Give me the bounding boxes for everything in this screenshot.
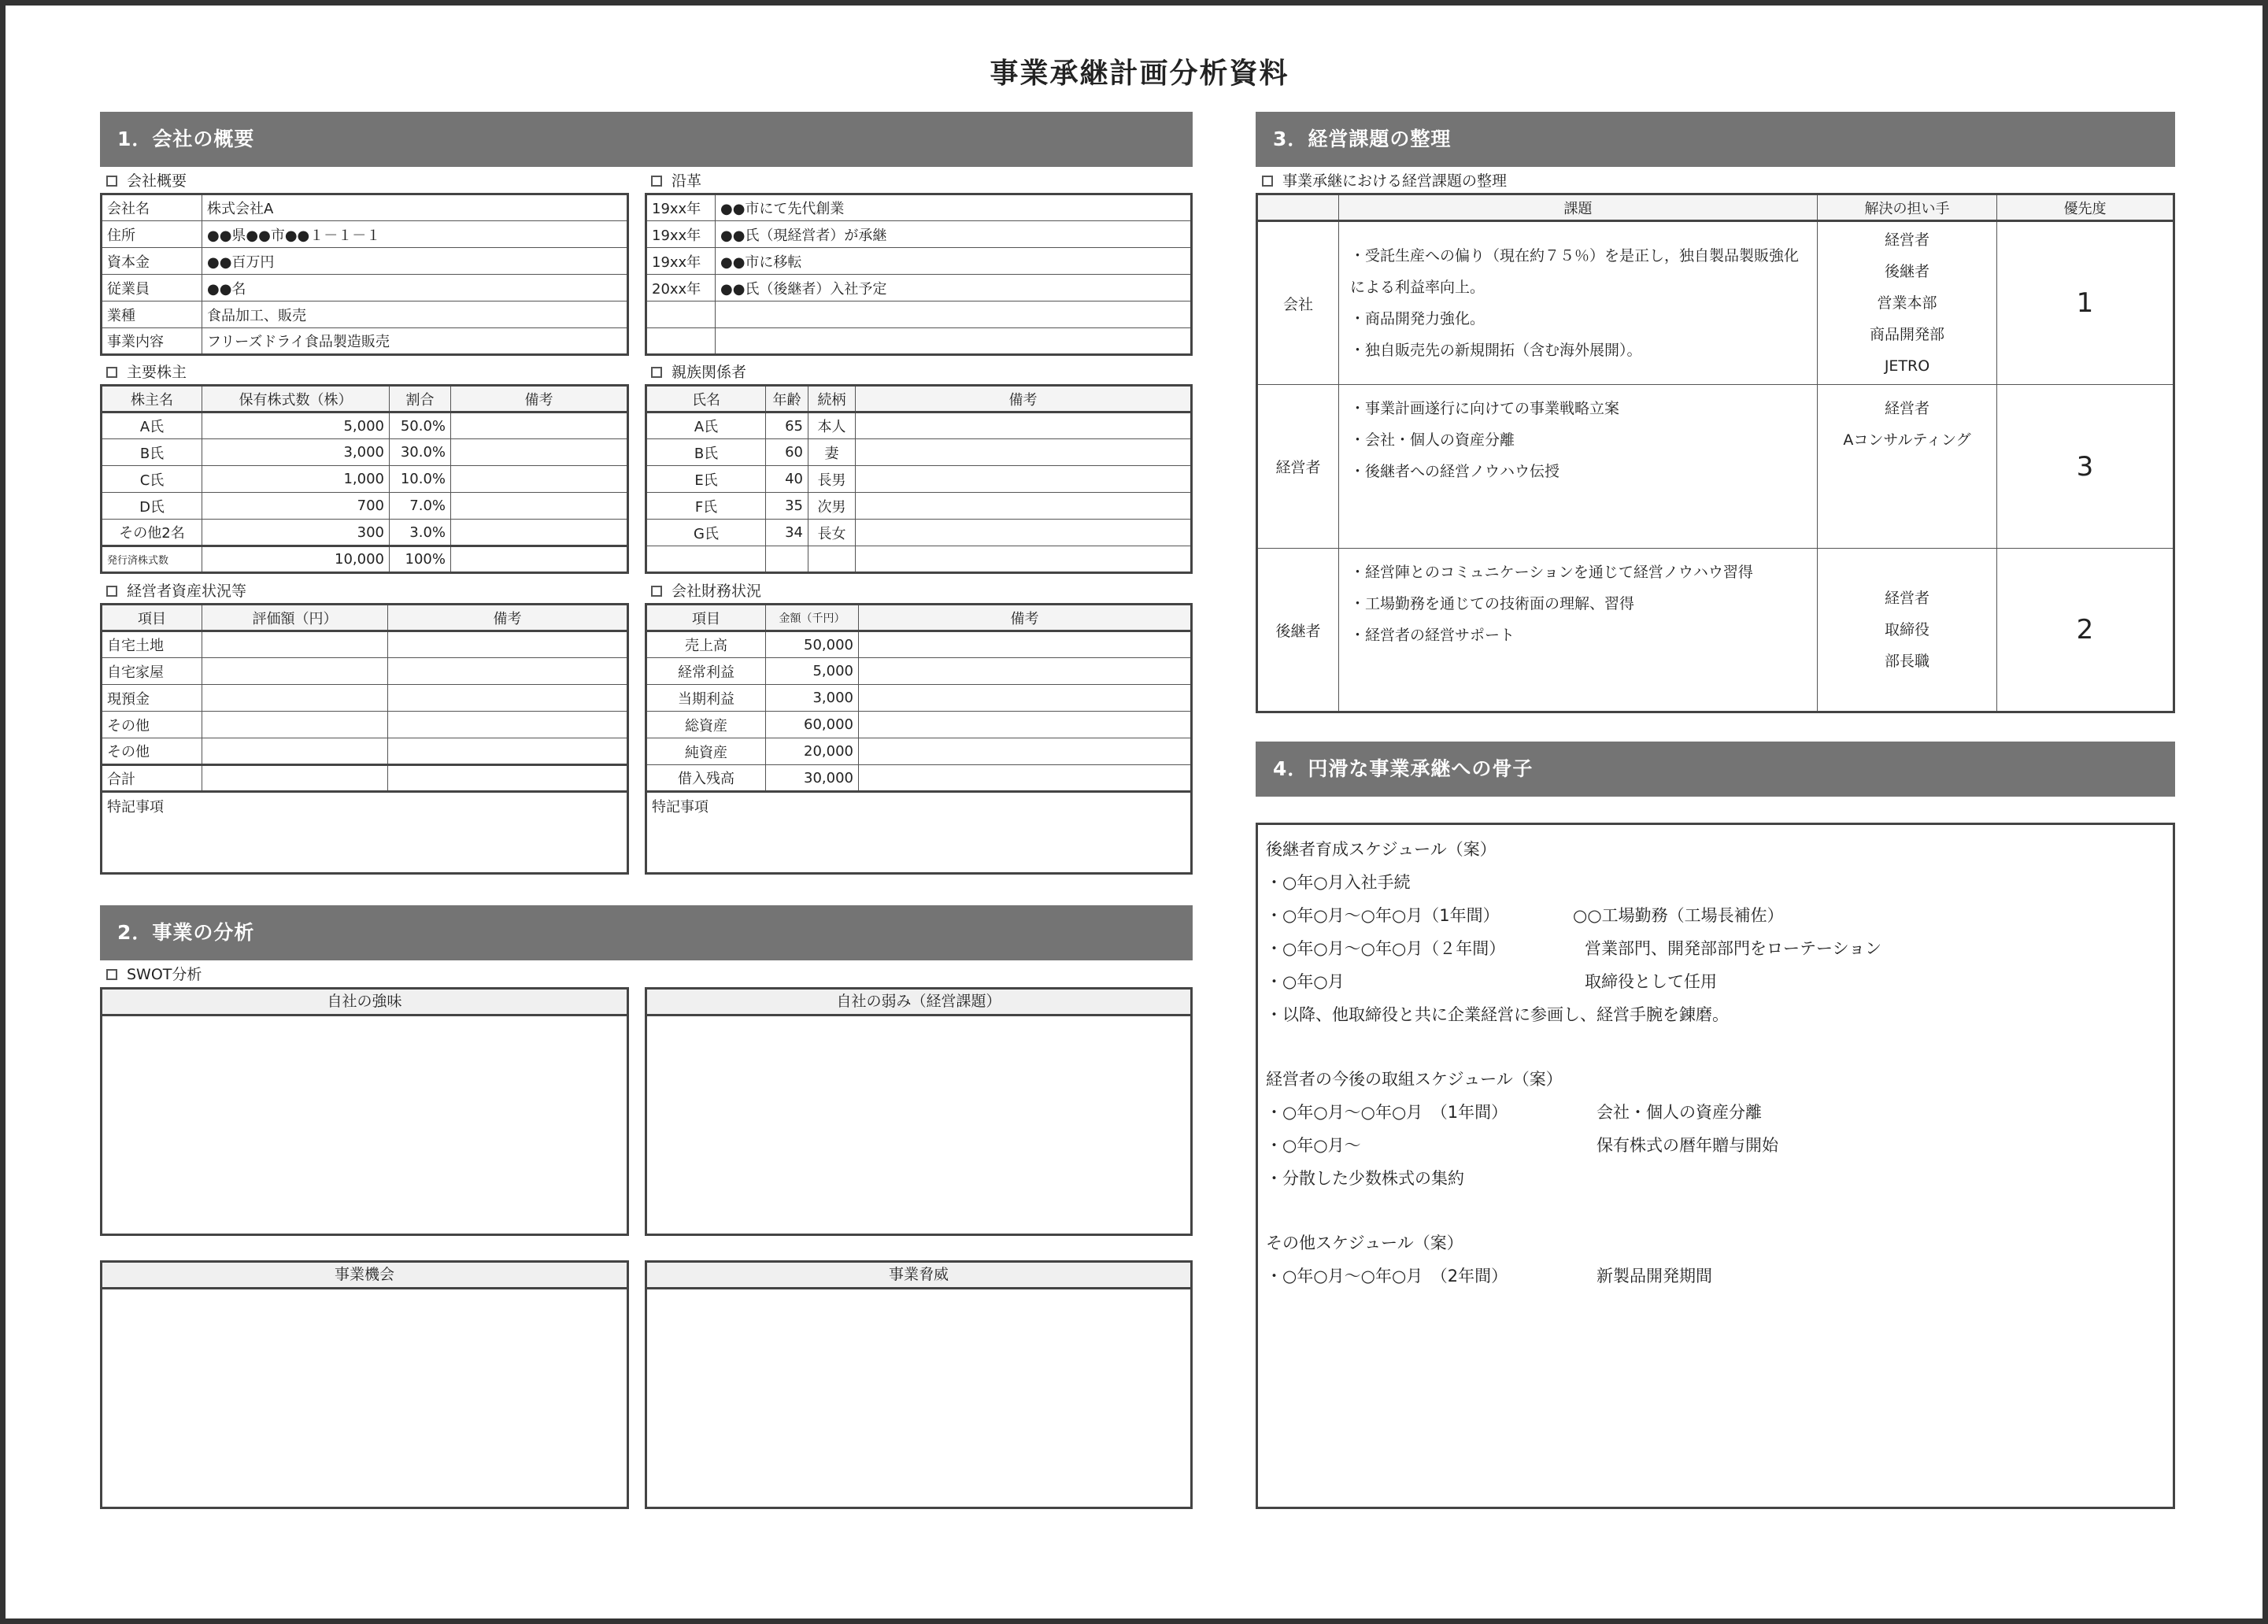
list-item: ・以降、他取締役と共に企業経営に参画し、経営手腕を錬磨。 xyxy=(1266,1005,1729,1024)
list-item: ・○年○月～ 保有株式の暦年贈与開始 xyxy=(1266,1136,1778,1155)
company-overview-table xyxy=(100,193,629,356)
table-row: その他 xyxy=(102,738,628,765)
table-row-total: 発行済株式数 10,000 100% xyxy=(102,546,628,573)
list-item: ・○年○月～○年○月（1年間） ○○工場勤務（工場長補佐） xyxy=(1266,906,1784,925)
table-row: F氏 35 次男 xyxy=(646,493,1192,520)
table-row: A氏 5,000 50.0% xyxy=(102,412,628,439)
checkbox-icon xyxy=(1262,176,1273,187)
table-row-total: 合計 xyxy=(102,765,628,792)
subheading-owner-assets: 経営者資産状況等 xyxy=(106,583,246,600)
section-header-succession-outline: 4．円滑な事業承継への骨子 xyxy=(1256,742,2175,797)
notes-row: 特記事項 xyxy=(102,792,628,874)
table-row: 経営者 ・事業計画遂行に向けての事業戦略立案 ・会社・個人の資産分離 ・後継者への経営ノウハウ伝授 経営者 Aコンサルティング 3 xyxy=(1257,385,2174,549)
table-row: 19xx年 ●●氏（現経営者）が承継 xyxy=(646,221,1192,248)
table-row: その他2名 300 3.0% xyxy=(102,520,628,546)
section-header-management-issues: 3．経営課題の整理 xyxy=(1256,112,2175,167)
table-row: 後継者 ・経営陣とのコミュニケーションを通じて経営ノウハウ習得 ・工場勤務を通じての技術面の理解、習得 ・経営者の経営サポート 経営者 取締役 部長職 2 xyxy=(1257,549,2174,712)
notes-row: 特記事項 xyxy=(646,792,1192,874)
subheading-company-overview: 会社概要 xyxy=(106,172,187,190)
table-row: 純資産 20,000 xyxy=(646,738,1192,765)
table-row: その他 xyxy=(102,712,628,738)
table-row: 従業員 ●●名 xyxy=(102,275,628,301)
list-item: ・○年○月～○年○月 （2年間） 新製品開発期間 xyxy=(1266,1267,1712,1286)
table-row: G氏 34 長女 xyxy=(646,520,1192,546)
list-item: ・○年○月入社手続 xyxy=(1266,873,1411,892)
table-row: 自宅家屋 xyxy=(102,658,628,685)
checkbox-icon xyxy=(106,176,117,187)
swot-weaknesses-box: 自社の弱み（経営課題） xyxy=(645,987,1193,1236)
table-row: 業種 食品加工、販売 xyxy=(102,301,628,328)
section-header-company-overview: 1．会社の概要 xyxy=(100,112,1193,167)
table-row: 現預金 xyxy=(102,685,628,712)
checkbox-icon xyxy=(651,176,662,187)
swot-strengths-box: 自社の強味 xyxy=(100,987,629,1236)
table-row xyxy=(646,328,1192,355)
relatives-table: 氏名 年齢 続柄 備考 A氏 65 本人 B氏 60 妻 E氏 40 長男 F氏 35 次男 G氏 34 長女 xyxy=(645,384,1193,574)
document-title: 事業承継計画分析資料 xyxy=(990,57,1289,90)
priority-value: 2 xyxy=(1997,549,2174,712)
table-row: 売上高 50,000 xyxy=(646,631,1192,658)
checkbox-icon xyxy=(106,969,117,980)
plan-group-title: 後継者育成スケジュール（案） xyxy=(1266,840,1497,859)
history-table xyxy=(645,193,1193,356)
table-row: 会社 ・受託生産への偏り（現在約７５％）を是正し，独自製品製販強化による利益率向上。 ・商品開発力強化。 ・独自販売先の新規開拓（含む海外展開）。 経営者 後継者 営業本部 商品開発部 JETRO 1 xyxy=(1257,221,2174,385)
table-row: 当期利益 3,000 xyxy=(646,685,1192,712)
table-row: 20xx年 ●●氏（後継者）入社予定 xyxy=(646,275,1192,301)
table-row: B氏 60 妻 xyxy=(646,439,1192,466)
priority-value: 3 xyxy=(1997,385,2174,549)
subheading-history: 沿革 xyxy=(651,172,701,190)
list-item: ・分散した少数株式の集約 xyxy=(1266,1169,1464,1188)
subheading-issues: 事業承継における経営課題の整理 xyxy=(1262,172,1507,190)
owner-assets-table: 項目 評価額（円） 備考 自宅土地 自宅家屋 現預金 その他 その他 合計 特記事項 xyxy=(100,603,629,875)
subheading-relatives: 親族関係者 xyxy=(651,364,746,381)
plan-group-title: その他スケジュール（案） xyxy=(1266,1234,1463,1252)
succession-plan-box xyxy=(1256,823,2175,1509)
checkbox-icon xyxy=(106,367,117,378)
checkbox-icon xyxy=(651,586,662,597)
table-row: A氏 65 本人 xyxy=(646,412,1192,439)
table-row: D氏 700 7.0% xyxy=(102,493,628,520)
table-row: 事業内容 フリーズドライ食品製造販売 xyxy=(102,328,628,355)
table-row: E氏 40 長男 xyxy=(646,466,1192,493)
section-header-business-analysis: 2．事業の分析 xyxy=(100,905,1193,960)
checkbox-icon xyxy=(106,586,117,597)
management-issues-table: 課題 解決の担い手 優先度 会社 ・受託生産への偏り（現在約７５％）を是正し，独自製品製販強化による利益率向上。 ・商品開発力強化。 ・独自販売先の新規開拓（含む海外展開）。 経営者 後継者 営業本部 商品開発部 JETRO 1 経営者 ・事業計画遂行に向けての事業戦略立案 ・会社・個人の資産分離 ・後継者への経営ノウハウ伝授 経営者 Aコンサルティング 3 後継者 ・経営陣とのコミュニケーションを通じて経営ノウハウ習得 ・工場勤務を通じての技術面の理解、習得 ・経営者の経営サポート 経営者 取締役 部長職 2 xyxy=(1256,193,2175,713)
checkbox-icon xyxy=(651,367,662,378)
subheading-swot: SWOT分析 xyxy=(106,966,202,983)
list-item: ・○年○月～○年○月（２年間） 営業部門、開発部部門をローテーション xyxy=(1266,939,1882,958)
swot-opportunities-box: 事業機会 xyxy=(100,1260,629,1509)
list-item: ・○年○月～○年○月 （1年間） 会社・個人の資産分離 xyxy=(1266,1103,1762,1122)
table-row: 総資産 60,000 xyxy=(646,712,1192,738)
table-row: 借入残高 30,000 xyxy=(646,765,1192,792)
table-row: 自宅土地 xyxy=(102,631,628,658)
plan-group-title: 経営者の今後の取組スケジュール（案） xyxy=(1266,1070,1563,1089)
list-item: ・○年○月 取締役として任用 xyxy=(1266,972,1717,991)
table-row: 資本金 ●●百万円 xyxy=(102,248,628,275)
shareholders-table: 株主名 保有株式数（株） 割合 備考 A氏 5,000 50.0% B氏 3,000 30.0% C氏 1,000 10.0% D氏 700 7.0% その他2名 300 3.0% 発行済株式数 10,000 100% xyxy=(100,384,629,574)
subheading-company-finance: 会社財務状況 xyxy=(651,583,761,600)
table-row xyxy=(646,546,1192,573)
table-row: 19xx年 ●●市に移転 xyxy=(646,248,1192,275)
table-row: 住所 ●●県●●市●●１－１－１ xyxy=(102,221,628,248)
swot-threats-box: 事業脅威 xyxy=(645,1260,1193,1509)
table-row: 19xx年 ●●市にて先代創業 xyxy=(646,194,1192,221)
table-row: 経常利益 5,000 xyxy=(646,658,1192,685)
table-row: B氏 3,000 30.0% xyxy=(102,439,628,466)
subheading-shareholders: 主要株主 xyxy=(106,364,187,381)
company-finance-table: 項目 金額（千円） 備考 売上高 50,000 経常利益 5,000 当期利益 3,000 総資産 60,000 純資産 20,000 借入残高 30,000 特記事項 xyxy=(645,603,1193,875)
table-row: 会社名 株式会社A xyxy=(102,194,628,221)
table-row: C氏 1,000 10.0% xyxy=(102,466,628,493)
priority-value: 1 xyxy=(1997,221,2174,385)
table-row xyxy=(646,301,1192,328)
